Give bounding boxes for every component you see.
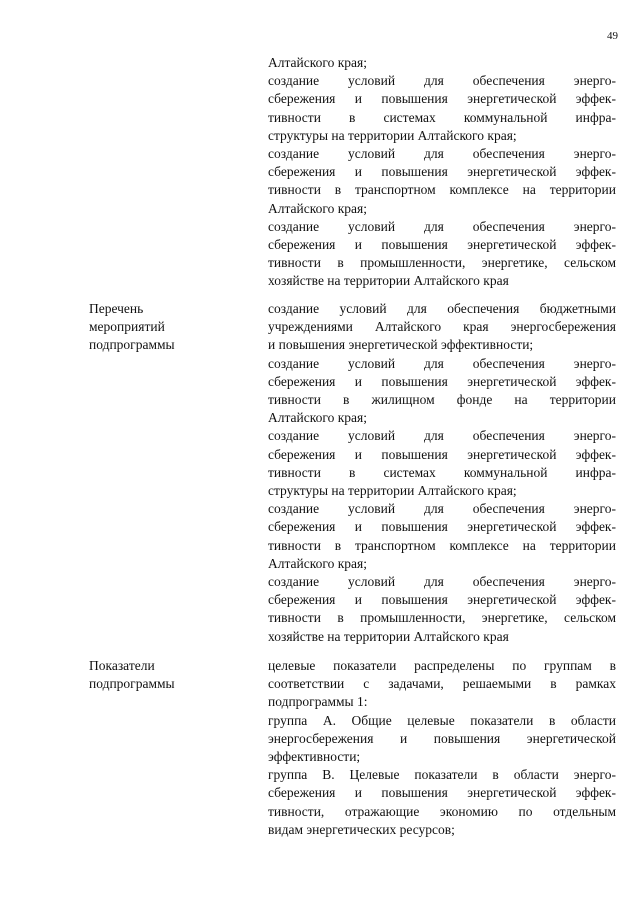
- text-line: сбережения и повышения энергетической эффек-: [268, 446, 616, 462]
- text-line: создание условий для обеспечения энерго-: [268, 501, 616, 517]
- paragraph: [268, 218, 616, 291]
- text-line: создание условий для обеспечения энерго-: [268, 218, 616, 234]
- text-line: Алтайского края;: [268, 555, 367, 571]
- section-content: [268, 657, 616, 839]
- text-line: хозяйстве на территории Алтайского края: [268, 273, 509, 289]
- paragraph: [268, 145, 616, 218]
- text-line: и повышения энергетической эффективности;: [268, 337, 534, 353]
- text-line: сбережения и повышения энергетической эффек-: [268, 373, 616, 389]
- text-line: учреждениями Алтайского края энергосбережения: [268, 319, 616, 335]
- text-line: эффективности;: [268, 749, 361, 765]
- section-label: [89, 657, 259, 693]
- label-line: Перечень: [89, 301, 144, 316]
- text-line: тивности в промышленности, энергетике, сельском: [268, 255, 616, 271]
- label-line: подпрограммы: [89, 337, 175, 353]
- paragraph: [268, 500, 616, 573]
- text-line: видам энергетических ресурсов;: [268, 821, 455, 837]
- text-line: создание условий для обеспечения энерго-: [268, 355, 616, 371]
- text-line: подпрограммы 1:: [268, 694, 368, 710]
- label-line: мероприятий: [89, 319, 165, 335]
- text-line: структуры на территории Алтайского края;: [268, 127, 517, 143]
- text-line: тивности, отражающие экономию по отдельным: [268, 803, 616, 819]
- paragraph: [268, 573, 616, 646]
- text-line: тивности в транспортном комплексе на территории: [268, 182, 616, 198]
- text-line: сбережения и повышения энергетической эффек-: [268, 91, 616, 107]
- section-content: [268, 300, 616, 646]
- text-line: сбережения и повышения энергетической эффек-: [268, 785, 616, 801]
- text-line: тивности в транспортном комплексе на территории: [268, 537, 616, 553]
- text-line: Алтайского края;: [268, 200, 367, 216]
- text-line: Алтайского края;: [268, 410, 367, 426]
- paragraph: [268, 657, 616, 712]
- text-line: группа В. Целевые показатели в области энерго-: [268, 767, 616, 783]
- paragraph: [268, 355, 616, 428]
- text-line: соответствии с задачами, решаемыми в рамках: [268, 676, 616, 692]
- paragraph: [268, 72, 616, 145]
- text-line: целевые показатели распределены по группам в: [268, 658, 616, 673]
- text-line: сбережения и повышения энергетической эффек-: [268, 519, 616, 535]
- text-line: создание условий для обеспечения энерго-: [268, 73, 616, 89]
- paragraph: [268, 427, 616, 500]
- text-line: группа А. Общие целевые показатели в области: [268, 712, 616, 728]
- section-content: [268, 54, 616, 291]
- paragraph: [268, 712, 616, 767]
- text-line: тивности в промышленности, энергетике, сельском: [268, 610, 616, 626]
- paragraph: [268, 300, 616, 355]
- text-line: тивности в системах коммунальной инфра-: [268, 464, 616, 480]
- label-line: подпрограммы: [89, 676, 175, 692]
- text-line: тивности в жилищном фонде на территории: [268, 392, 616, 408]
- text-line: тивности в системах коммунальной инфра-: [268, 109, 616, 125]
- page-number: 49: [607, 30, 618, 42]
- text-line: энергосбережения и повышения энергетической: [268, 730, 616, 746]
- text-line: сбережения и повышения энергетической эффек-: [268, 592, 616, 608]
- section-label: [89, 300, 259, 355]
- text-line: сбережения и повышения энергетической эффек-: [268, 164, 616, 180]
- paragraph: [268, 54, 616, 72]
- text-line: создание условий для обеспечения бюджетными: [268, 301, 616, 316]
- text-line: структуры на территории Алтайского края;: [268, 483, 517, 499]
- text-line: хозяйстве на территории Алтайского края: [268, 628, 509, 644]
- paragraph: [268, 766, 616, 839]
- text-line: создание условий для обеспечения энерго-: [268, 428, 616, 444]
- text-line: создание условий для обеспечения энерго-: [268, 574, 616, 590]
- label-line: Показатели: [89, 658, 155, 673]
- text-line: создание условий для обеспечения энерго-: [268, 146, 616, 162]
- text-line: Алтайского края;: [268, 55, 367, 70]
- text-line: сбережения и повышения энергетической эффек-: [268, 237, 616, 253]
